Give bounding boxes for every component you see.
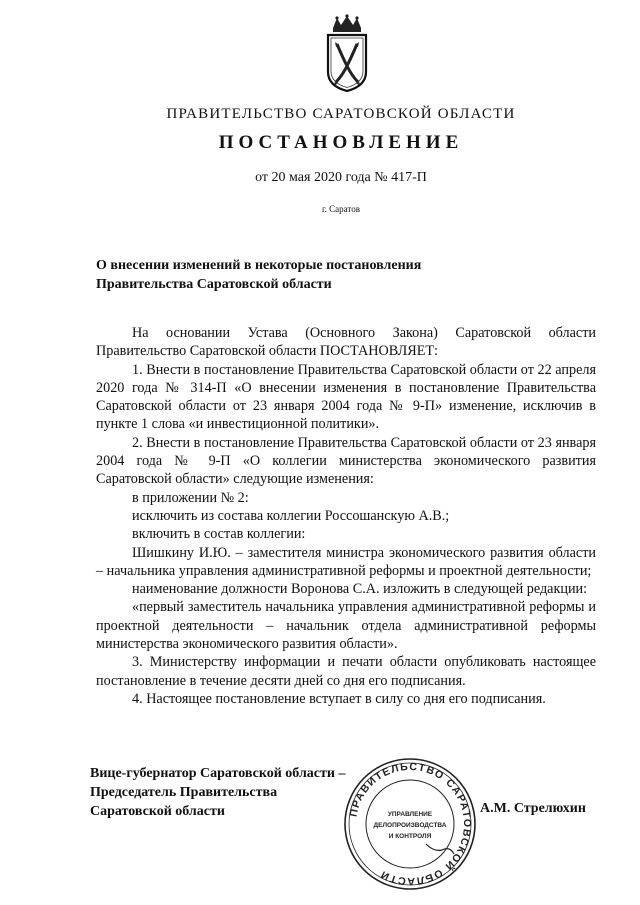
signer-line-3: Саратовской области bbox=[90, 804, 225, 819]
stamp-inner-line-2: ДЕЛОПРОИЗВОДСТВА bbox=[373, 822, 447, 829]
subject-line-1: О внесении изменений в некоторые постановления bbox=[96, 258, 422, 273]
document-city: г. Саратов bbox=[322, 204, 360, 214]
appendix-paragraph: в приложении № 2: bbox=[132, 489, 249, 506]
include-paragraph: включить в состав коллегии: bbox=[132, 526, 306, 543]
signer-line-2: Председатель Правительства bbox=[90, 785, 278, 800]
item-4-paragraph: 4. Настоящее постановление вступает в силу со дня его подписания. bbox=[132, 690, 546, 707]
subject-line-2: Правительства Саратовской области bbox=[96, 277, 332, 292]
stamp-inner-line-1: УПРАВЛЕНИЕ bbox=[387, 811, 433, 818]
signer-position bbox=[90, 764, 380, 821]
voronov-paragraph: наименование должности Воронова С.А. изложить в следующей редакции: bbox=[132, 581, 588, 598]
handwritten-signature bbox=[426, 844, 454, 854]
stamp-inner-line-3: И КОНТРОЛЯ bbox=[388, 833, 432, 840]
item-1-paragraph: 1. Внести в постановление Правительства Саратовской области от 22 апреля 2020 года № 314-П «О внесении изменения в постановление Правительства Саратовской области от 23 января 2004 года № 9-П» изменение, исключив в пункте 1 слова «и инвестиционной политики». bbox=[96, 361, 596, 433]
official-stamp-icon bbox=[342, 756, 478, 892]
signer-name: А.М. Стрелюхин bbox=[480, 801, 586, 816]
quote-paragraph: «первый заместитель начальника управления административной реформы и проектной деятельности – начальник отдела административной реформы министерства экономического развития области». bbox=[96, 599, 596, 653]
signer-line-1: Вице-губернатор Саратовской области – bbox=[90, 766, 346, 781]
document-body bbox=[96, 324, 596, 708]
document-type-title: ПОСТАНОВЛЕНИЕ bbox=[218, 132, 464, 153]
coat-of-arms-icon bbox=[325, 14, 369, 92]
document-subject bbox=[96, 256, 516, 294]
shishkina-paragraph: Шишкину И.Ю. – заместителя министра экономического развития области – начальника управления административной реформы и проектной деятельности; bbox=[96, 544, 596, 579]
preamble-paragraph: На основании Устава (Основного Закона) Саратовской области Правительство Саратовской области ПОСТАНОВЛЯЕТ: bbox=[96, 325, 596, 360]
item-2-paragraph: 2. Внести в постановление Правительства Саратовской области от 23 января 2004 года № 9-П «О коллегии министерства экономического развития Саратовской области» следующие изменения: bbox=[96, 434, 596, 488]
stamp-outer-text: ПРАВИТЕЛЬСТВО САРАТОВСКОЙ ОБЛАСТИ bbox=[347, 760, 474, 888]
government-name: ПРАВИТЕЛЬСТВО САРАТОВСКОЙ ОБЛАСТИ bbox=[166, 106, 516, 122]
item-3-paragraph: 3. Министерству информации и печати области опубликовать настоящее постановление в течение десяти дней со дня его подписания. bbox=[96, 654, 596, 689]
exclude-paragraph: исключить из состава коллегии Россошанскую А.В.; bbox=[132, 507, 450, 524]
document-date-number: от 20 мая 2020 года № 417-П bbox=[255, 170, 427, 185]
